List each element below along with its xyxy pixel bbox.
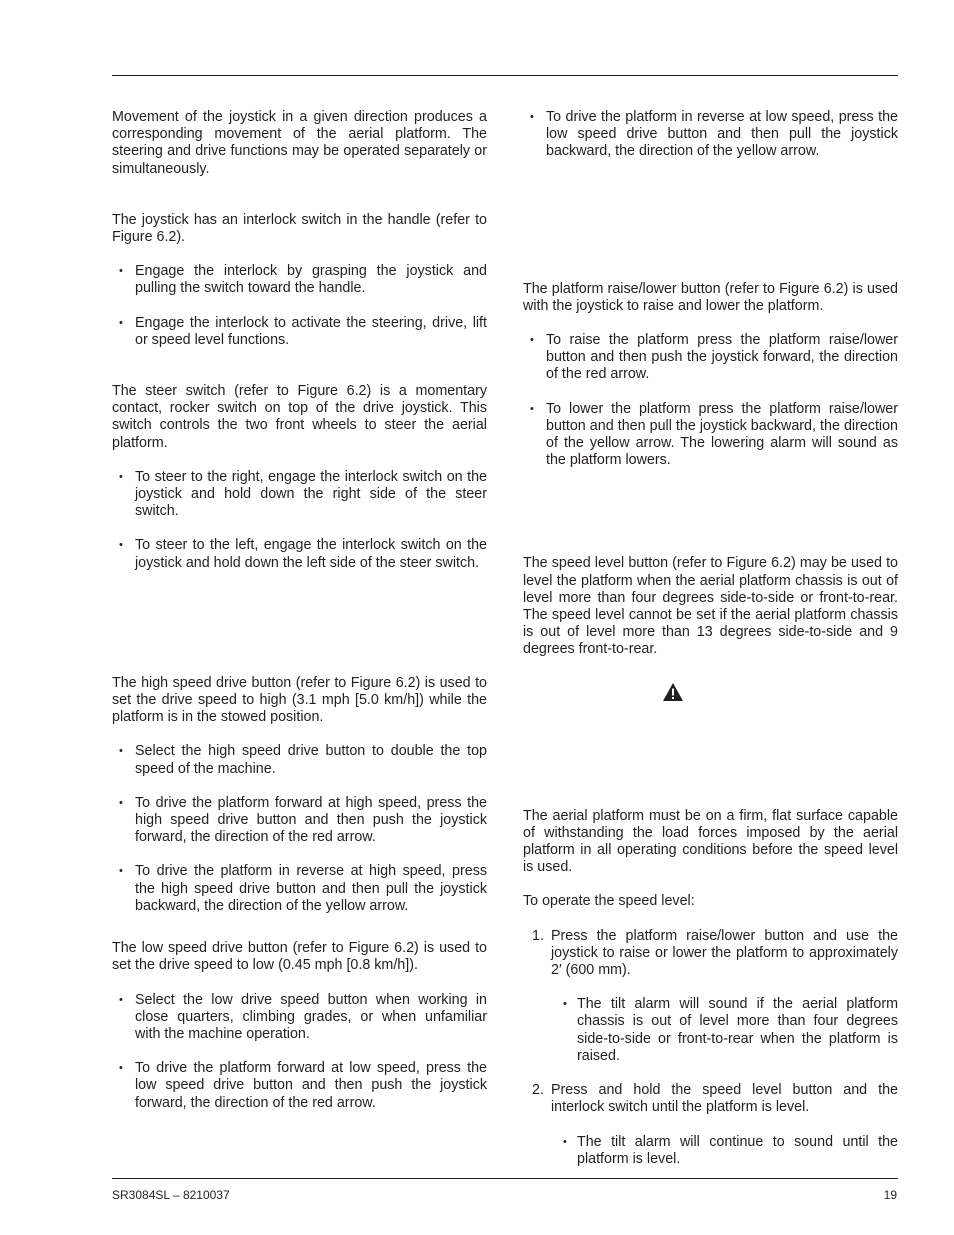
list-item: • To steer to the right, engage the interlock switch on the joystick and hold down the right side of the steer switch. xyxy=(119,468,487,520)
list-item: • Select the low drive speed button when working in close quarters, climbing grades, or when unfamiliar with the machine operation. xyxy=(119,991,487,1042)
list-item: • To drive the platform in reverse at low speed, press the low speed drive button and then pull the joystick backward, the direction of the yellow arrow. xyxy=(530,109,898,160)
high-speed-paragraph: The high speed drive button (refer to Figure 6.2) is used to set the drive speed to high (3.1 mph [5.0 km/h]) while the platform is in the stowed position. xyxy=(112,674,487,726)
operate-speed-level-label: To operate the speed level: xyxy=(523,893,695,910)
speed-level-paragraph: The speed level button (refer to Figure 6.2) may be used to level the platform when the aerial platform chassis is out of level more than four degrees side-to-side or front-to-rear. The speed level cannot be set if the aerial platform chassis is out of level more than 13 degrees side-to-side and 9 degrees front-to-rear. xyxy=(523,555,898,658)
footer-doc-id: SR3084SL – 8210037 xyxy=(112,1188,230,1202)
list-item: • To lower the platform press the platform raise/lower button and then pull the joystick backward, the direction of the yellow arrow. The lowering alarm will sound as the platform lowers. xyxy=(530,400,898,469)
header-rule xyxy=(112,75,898,76)
list-item: • To drive the platform in reverse at high speed, press the high speed drive button and then pull the joystick backward, the direction of the yellow arrow. xyxy=(119,863,487,914)
low-speed-paragraph: The low speed drive button (refer to Figure 6.2) is used to set the drive speed to low (0.45 mph [0.8 km/h]). xyxy=(112,940,487,974)
list-item: • Engage the interlock by grasping the joystick and pulling the switch toward the handle. xyxy=(119,263,487,297)
list-item: • Engage the interlock to activate the steering, drive, lift or speed level functions. xyxy=(119,314,487,348)
list-item: • To raise the platform press the platform raise/lower button and then push the joystick forward, the direction of the red arrow. xyxy=(530,332,898,383)
list-item: • To drive the platform forward at high speed, press the high speed drive button and then push the joystick forward, the direction of the red arrow. xyxy=(119,794,487,846)
firm-surface-paragraph: The aerial platform must be on a firm, flat surface capable of withstanding the load forces imposed by the aerial platform in all operating conditions before the speed level is used. xyxy=(523,807,898,876)
left-column xyxy=(112,109,487,1112)
list-item: • To drive the platform forward at low speed, press the low speed drive button and then push the joystick forward, the direction of the red arrow. xyxy=(119,1060,487,1111)
list-item: • Select the high speed drive button to double the top speed of the machine. xyxy=(119,743,487,777)
list-item: • The tilt alarm will continue to sound until the platform is level. xyxy=(563,1133,898,1167)
interlock-paragraph: The joystick has an interlock switch in the handle (refer to Figure 6.2). xyxy=(112,211,487,246)
steer-switch-paragraph: The steer switch (refer to Figure 6.2) is a momentary contact, rocker switch on top of the drive joystick. This switch controls the two front wheels to steer the aerial platform. xyxy=(112,383,487,451)
warning-triangle-icon xyxy=(662,682,684,702)
raise-lower-paragraph: The platform raise/lower button (refer to Figure 6.2) is used with the joystick to raise and lower the platform. xyxy=(523,280,898,314)
numbered-step: 1. Press the platform raise/lower button and use the joystick to raise or lower the platform to approximately 2′ (600 mm). xyxy=(532,927,898,979)
right-column xyxy=(523,109,898,1168)
list-item: • The tilt alarm will sound if the aerial platform chassis is out of level more than four degrees side-to-side or front-to-rear when the platform is raised. xyxy=(563,996,898,1064)
list-item: • To steer to the left, engage the interlock switch on the joystick and hold down the left side of the steer switch. xyxy=(119,537,487,571)
page-number: 19 xyxy=(883,1188,897,1202)
numbered-step: 2. Press and hold the speed level button and the interlock switch until the platform is level. xyxy=(532,1082,898,1116)
footer-rule xyxy=(112,1178,898,1179)
joystick-intro-paragraph: Movement of the joystick in a given direction produces a corresponding movement of the aerial platform. The steering and drive functions may be operated separately or simultaneously. xyxy=(112,109,487,177)
